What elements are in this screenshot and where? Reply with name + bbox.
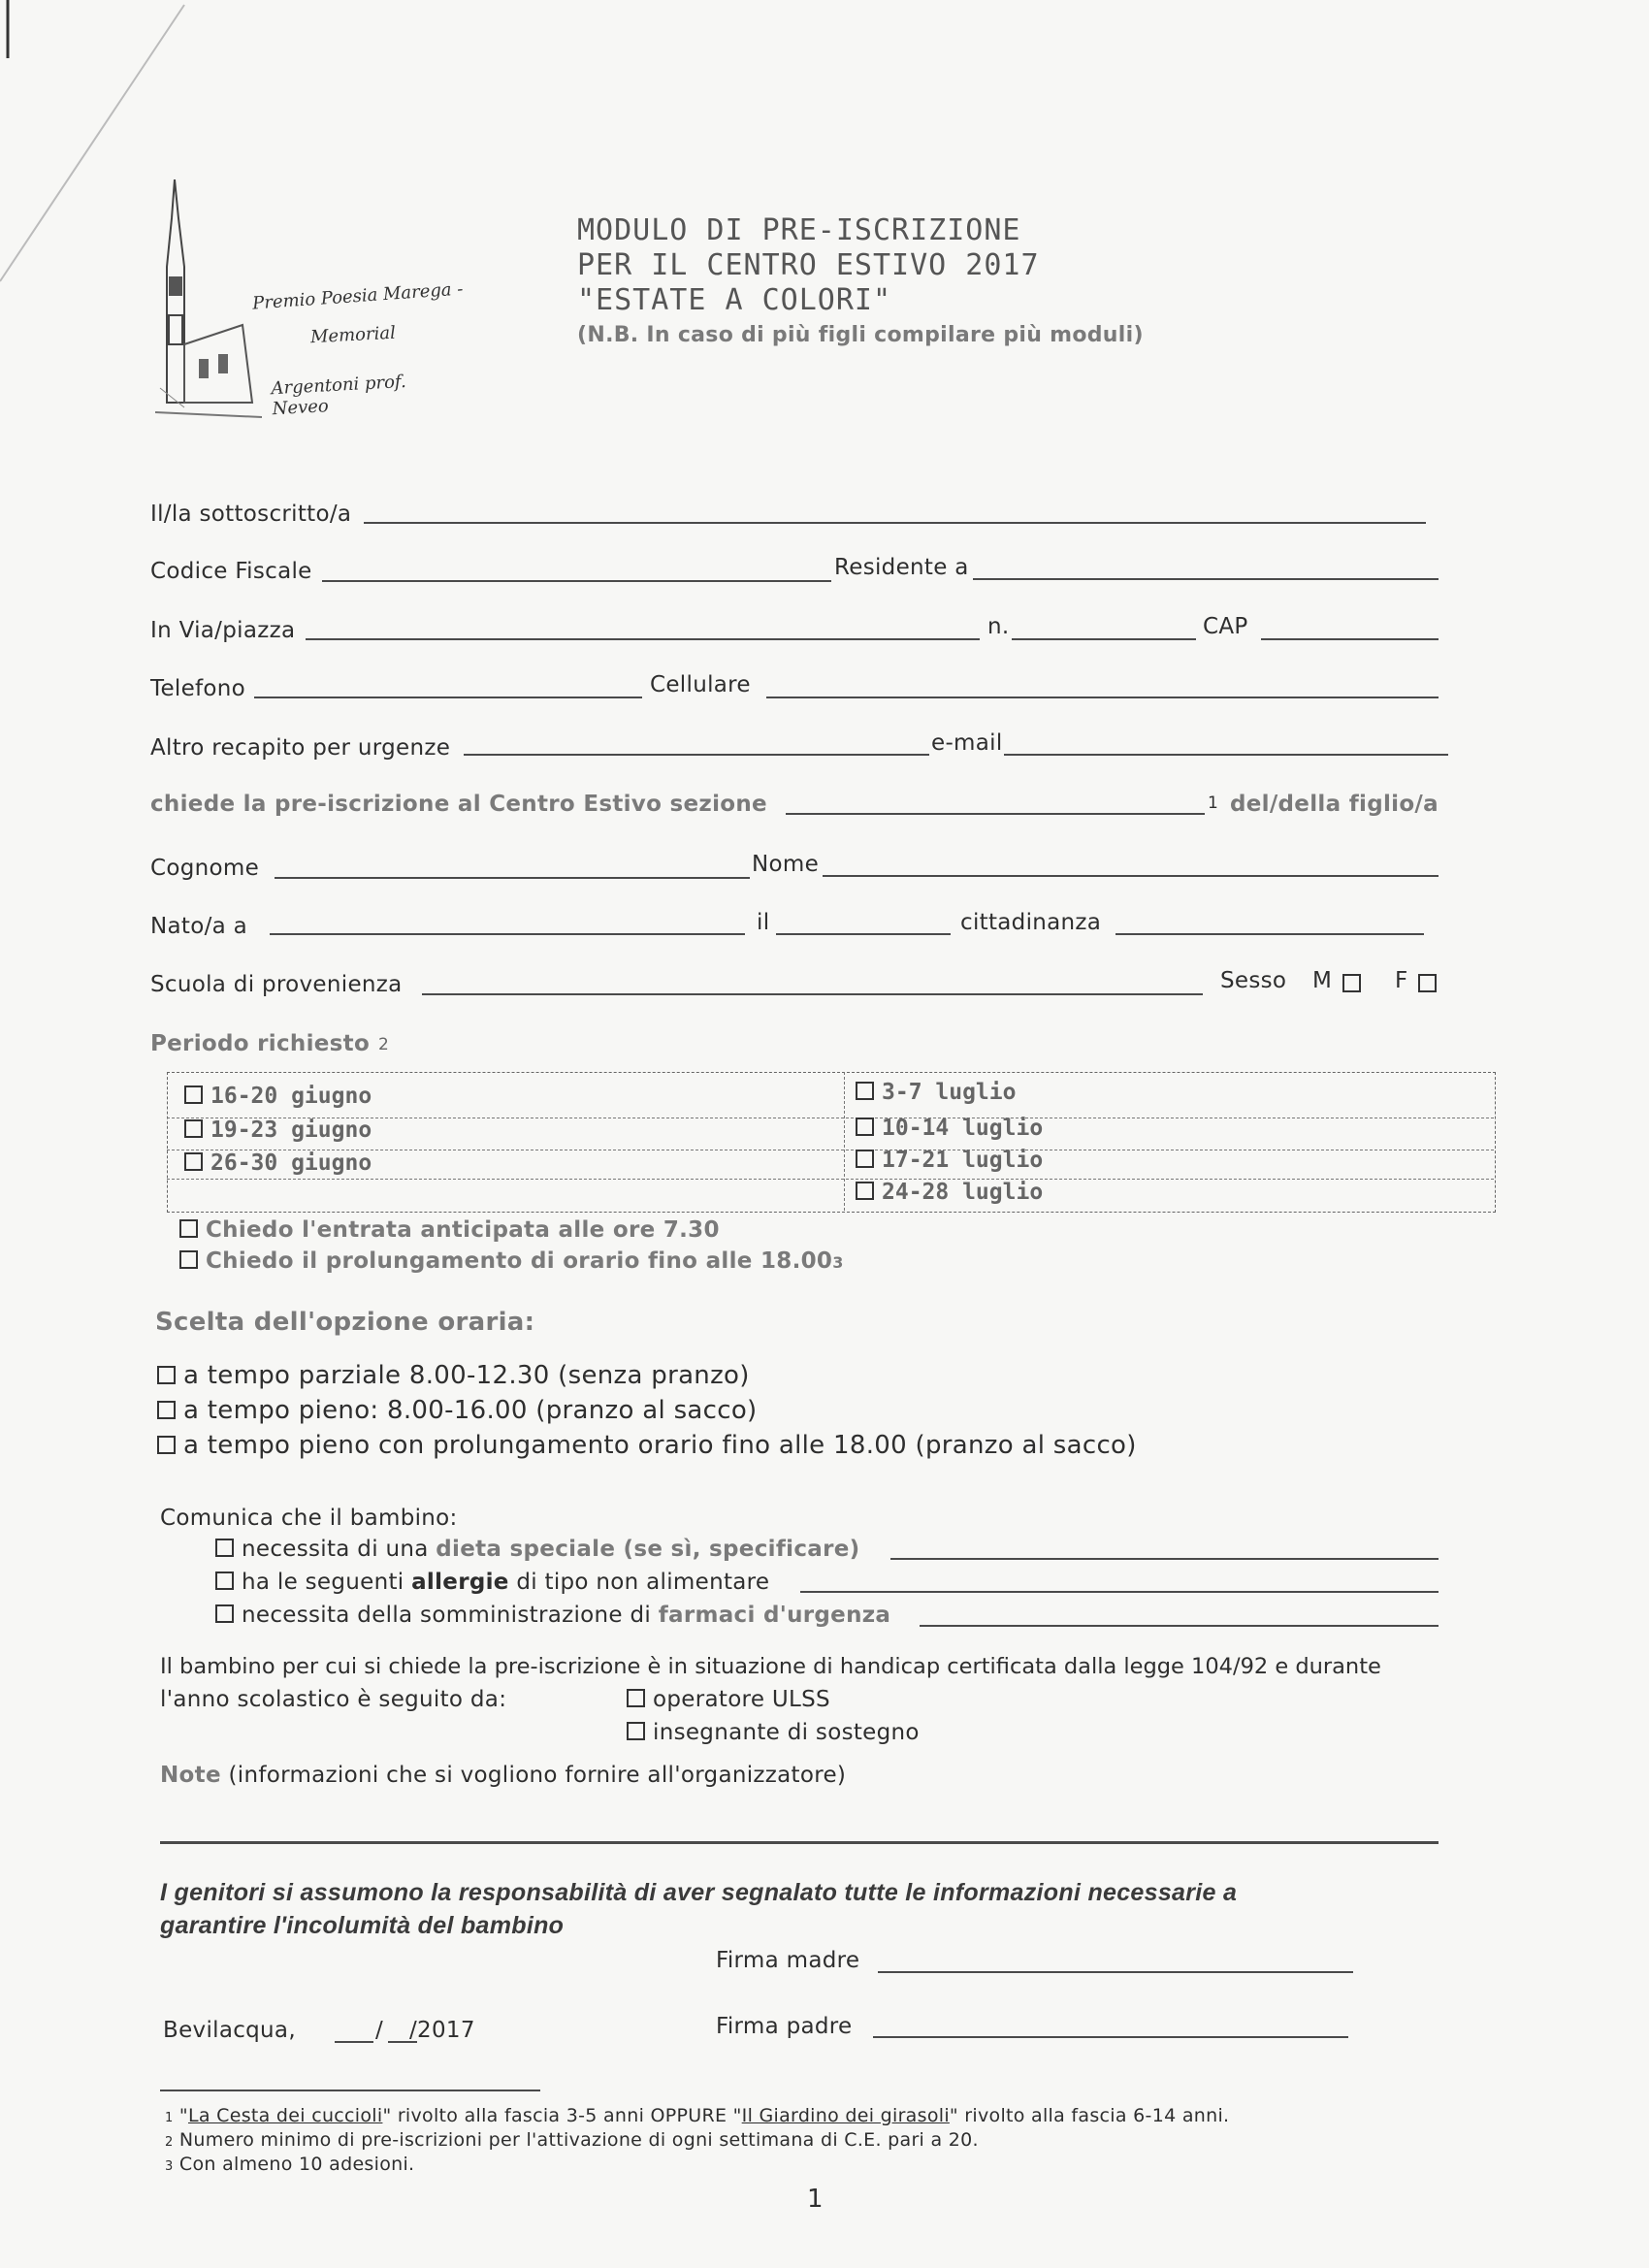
checkbox-icon xyxy=(157,1366,176,1384)
periodo-option-giugno-2[interactable]: 19-23 giugno xyxy=(184,1118,372,1143)
nome-label: Nome xyxy=(752,852,820,877)
via-label: In Via/piazza xyxy=(150,618,296,643)
allergie-field[interactable] xyxy=(800,1591,1439,1593)
dieta-field[interactable] xyxy=(890,1558,1439,1560)
codice-fiscale-field[interactable] xyxy=(322,580,831,582)
checkbox-icon xyxy=(157,1436,176,1454)
logo-line1: Premio Poesia Marega - xyxy=(251,278,465,314)
residente-label: Residente a xyxy=(834,555,969,580)
footnote-1: 1 "La Cesta dei cuccioli" rivolto alla fascia 3-5 anni OPPURE "Il Giardino dei girasoli" rivolto alla fascia 6-14 anni. xyxy=(165,2105,1230,2126)
sesso-m-checkbox[interactable] xyxy=(1342,974,1361,992)
footnote-3: 3 Con almeno 10 adesioni. xyxy=(165,2154,415,2175)
numero-label: n. xyxy=(987,614,1010,639)
entrata-anticipata-option[interactable]: Chiedo l'entrata anticipata alle ore 7.30 xyxy=(179,1217,720,1243)
email-label: e-mail xyxy=(931,730,1003,756)
handicap-text-2: l'anno scolastico è seguito da: xyxy=(160,1687,507,1712)
checkbox-icon xyxy=(627,1689,645,1707)
responsabilita-text-2: garantire l'incolumità del bambino xyxy=(160,1912,565,1939)
data-giorno-field[interactable] xyxy=(335,2041,373,2043)
altro-recapito-field[interactable] xyxy=(464,754,929,756)
cognome-label: Cognome xyxy=(150,856,260,881)
logo-line2: Memorial xyxy=(309,322,397,348)
cittadinanza-label: cittadinanza xyxy=(960,910,1102,935)
cittadinanza-field[interactable] xyxy=(1116,933,1424,935)
chiede-sezione-field[interactable] xyxy=(786,813,1205,815)
chiede-label: chiede la pre-iscrizione al Centro Estivo sezione xyxy=(150,792,767,817)
cap-field[interactable] xyxy=(1261,638,1439,640)
link-cesta-cuccioli: La Cesta dei cuccioli xyxy=(187,2105,383,2126)
nome-field[interactable] xyxy=(823,875,1439,877)
form-note: (N.B. In caso di più figli compilare più moduli) xyxy=(577,323,1144,347)
nato-field[interactable] xyxy=(270,933,745,935)
dieta-option[interactable]: necessita di una dieta speciale (se sì, specificare) xyxy=(215,1537,859,1562)
firma-padre-label: Firma padre xyxy=(716,2014,853,2039)
periodo-option-giugno-1[interactable]: 16-20 giugno xyxy=(184,1084,372,1109)
footnote-2: 2 Numero minimo di pre-iscrizioni per l'attivazione di ogni settimana di C.E. pari a 20. xyxy=(165,2129,979,2151)
checkbox-icon xyxy=(856,1150,874,1168)
checkbox-icon xyxy=(856,1182,874,1200)
logo-line3: Argentoni prof. Neveo xyxy=(271,371,407,420)
periodo-table-divider xyxy=(844,1072,845,1211)
cognome-field[interactable] xyxy=(275,877,750,879)
cap-label: CAP xyxy=(1203,614,1248,639)
opzione-pieno[interactable]: a tempo pieno: 8.00-16.00 (pranzo al sacco) xyxy=(157,1396,758,1425)
church-tower-icon xyxy=(155,179,262,422)
note-field[interactable] xyxy=(160,1841,1439,1844)
checkbox-icon xyxy=(179,1219,198,1238)
checkbox-icon xyxy=(856,1082,874,1100)
data-separator: / xyxy=(375,2018,384,2043)
footnote-separator xyxy=(160,2090,540,2091)
periodo-row-line-3 xyxy=(167,1179,1494,1180)
link-giardino-girasoli: Il Giardino dei girasoli xyxy=(741,2105,950,2126)
sesso-f-label: F xyxy=(1395,968,1408,993)
firma-madre-label: Firma madre xyxy=(716,1948,860,1973)
sottoscritto-field[interactable] xyxy=(364,522,1426,524)
chiede-note-ref: 1 xyxy=(1208,794,1219,813)
periodo-label: Periodo richiesto xyxy=(150,1031,371,1056)
via-field[interactable] xyxy=(306,638,980,640)
periodo-option-luglio-4[interactable]: 24-28 luglio xyxy=(856,1180,1043,1205)
email-field[interactable] xyxy=(1004,754,1448,756)
checkbox-icon xyxy=(856,1118,874,1136)
sottoscritto-label: Il/la sottoscritto/a xyxy=(150,502,352,527)
numero-field[interactable] xyxy=(1012,638,1196,640)
form-title: MODULO DI PRE-ISCRIZIONE xyxy=(577,213,1021,247)
figlio-label: del/della figlio/a xyxy=(1230,792,1439,817)
cellulare-label: Cellulare xyxy=(650,672,751,697)
form-subtitle: PER IL CENTRO ESTIVO 2017 xyxy=(577,248,1040,282)
checkbox-icon xyxy=(627,1722,645,1740)
scuola-field[interactable] xyxy=(422,993,1203,995)
scuola-label: Scuola di provenienza xyxy=(150,972,403,997)
checkbox-icon xyxy=(215,1571,234,1590)
form-name: "ESTATE A COLORI" xyxy=(577,283,892,317)
logo xyxy=(155,179,466,422)
cellulare-field[interactable] xyxy=(766,697,1439,698)
checkbox-icon xyxy=(184,1152,203,1171)
il-label: il xyxy=(757,910,770,935)
telefono-field[interactable] xyxy=(254,697,642,698)
responsabilita-text-1: I genitori si assumono la responsabilità di aver segnalato tutte le informazioni necessarie a xyxy=(160,1879,1238,1906)
residente-field[interactable] xyxy=(973,578,1439,580)
data-nascita-field[interactable] xyxy=(776,933,951,935)
comunica-label: Comunica che il bambino: xyxy=(160,1506,458,1531)
operatore-ulss-option[interactable]: operatore ULSS xyxy=(627,1687,830,1712)
farmaci-option[interactable]: necessita della somministrazione di farmaci d'urgenza xyxy=(215,1603,890,1628)
opzione-oraria-label: Scelta dell'opzione oraria: xyxy=(155,1308,535,1337)
farmaci-field[interactable] xyxy=(920,1625,1439,1627)
checkbox-icon xyxy=(215,1604,234,1623)
periodo-option-luglio-3[interactable]: 17-21 luglio xyxy=(856,1148,1043,1173)
sesso-f-checkbox[interactable] xyxy=(1418,974,1437,992)
page-number: 1 xyxy=(807,2185,824,2214)
periodo-option-luglio-1[interactable]: 3-7 luglio xyxy=(856,1080,1016,1105)
firma-madre-field[interactable] xyxy=(878,1971,1353,1973)
periodo-note-ref: 2 xyxy=(378,1035,390,1054)
checkbox-icon xyxy=(184,1119,203,1138)
allergie-option[interactable]: ha le seguenti allergie di tipo non alimentare xyxy=(215,1570,769,1595)
nato-label: Nato/a a xyxy=(150,914,248,939)
checkbox-icon xyxy=(215,1539,234,1557)
checkbox-icon xyxy=(157,1401,176,1419)
telefono-label: Telefono xyxy=(150,676,246,701)
checkbox-icon xyxy=(184,1085,203,1104)
periodo-option-giugno-3[interactable]: 26-30 giugno xyxy=(184,1150,372,1176)
periodo-option-luglio-2[interactable]: 10-14 luglio xyxy=(856,1116,1043,1141)
handicap-text-1: Il bambino per cui si chiede la pre-iscrizione è in situazione di handicap certificata dalla legge 104/92 e durante xyxy=(160,1654,1381,1679)
firma-padre-field[interactable] xyxy=(873,2036,1348,2038)
prolungamento-note-ref: 3 xyxy=(832,1253,844,1272)
sesso-m-label: M xyxy=(1312,968,1333,993)
opzione-parziale[interactable]: a tempo parziale 8.00-12.30 (senza pranzo) xyxy=(157,1361,750,1390)
insegnante-sostegno-option[interactable]: insegnante di sostegno xyxy=(627,1720,920,1745)
opzione-pieno-prolungamento[interactable]: a tempo pieno con prolungamento orario fino alle 18.00 (pranzo al sacco) xyxy=(157,1431,1137,1460)
note-label: Note (informazioni che si vogliono fornire all'organizzatore) xyxy=(160,1763,847,1788)
checkbox-icon xyxy=(179,1250,198,1269)
data-anno: /2017 xyxy=(409,2018,475,2043)
prolungamento-option[interactable]: Chiedo il prolungamento di orario fino alle 18.003 xyxy=(179,1248,844,1274)
luogo-label: Bevilacqua, xyxy=(163,2018,296,2043)
sesso-label: Sesso xyxy=(1220,968,1287,993)
altro-recapito-label: Altro recapito per urgenze xyxy=(150,735,451,761)
codice-fiscale-label: Codice Fiscale xyxy=(150,559,312,584)
